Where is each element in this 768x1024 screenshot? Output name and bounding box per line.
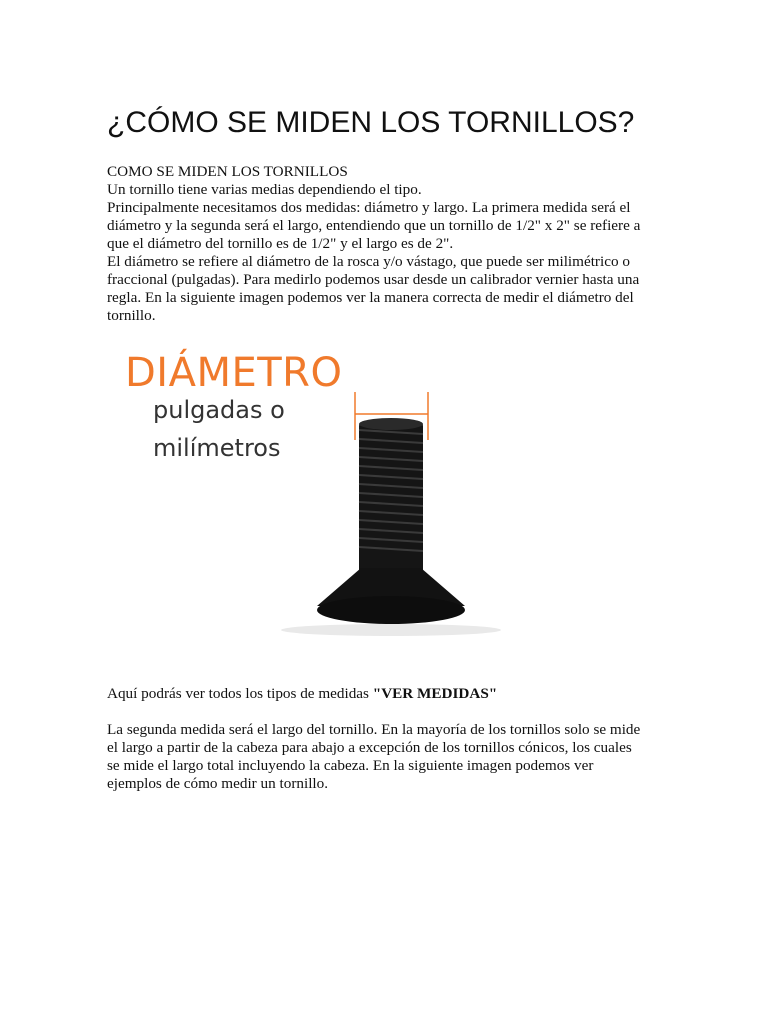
figure-heading: DIÁMETRO (125, 350, 343, 396)
screw-illustration (117, 338, 657, 648)
length-paragraph: La segunda medida será el largo del tornillo. En la mayoría de los tornillos solo se mide el largo a partir de la cabeza para abajo a excepción de los tornillos cónicos, los cuales se mide el largo total incluyendo la cabeza. En la siguiente imagen podemos ver ejemplos de cómo medir un tornillo. (107, 721, 641, 792)
intro-measures: Principalmente necesitamos dos medidas: diámetro y largo. La primera medida será el diámetro y la segunda será el largo, entendiendo que un tornillo de 1/2" x 2" se refiere a que el diámetro del tornillo es de 1/2" y el largo es de 2". (107, 199, 641, 252)
screw-shank (359, 418, 423, 578)
intro-diameter: El diámetro se refiere al diámetro de la rosca y/o vástago, que puede ser milimétrico o fraccional (pulgadas). Para medirlo podemos usar desde un calibrador vernier hasta una regla. En la siguiente imagen podemos ver la manera correcta de medir el diámetro del tornillo. (107, 253, 640, 324)
intro-heading: COMO SE MIDEN LOS TORNILLOS (107, 163, 348, 180)
figure-line-1: pulgadas o (153, 396, 285, 424)
intro-line: Un tornillo tiene varias medias dependiendo el tipo. (107, 181, 422, 198)
diameter-figure (117, 338, 657, 648)
link-prefix: Aquí podrás ver todos los tipos de medidas (107, 685, 373, 702)
ver-medidas-link[interactable]: "VER MEDIDAS" (372, 685, 498, 702)
link-paragraph (107, 685, 497, 703)
page-title: ¿CÓMO SE MIDEN LOS TORNILLOS? (107, 106, 635, 139)
figure-line-2: milímetros (153, 434, 281, 462)
intro-block (107, 163, 647, 325)
screw-head (281, 568, 501, 636)
